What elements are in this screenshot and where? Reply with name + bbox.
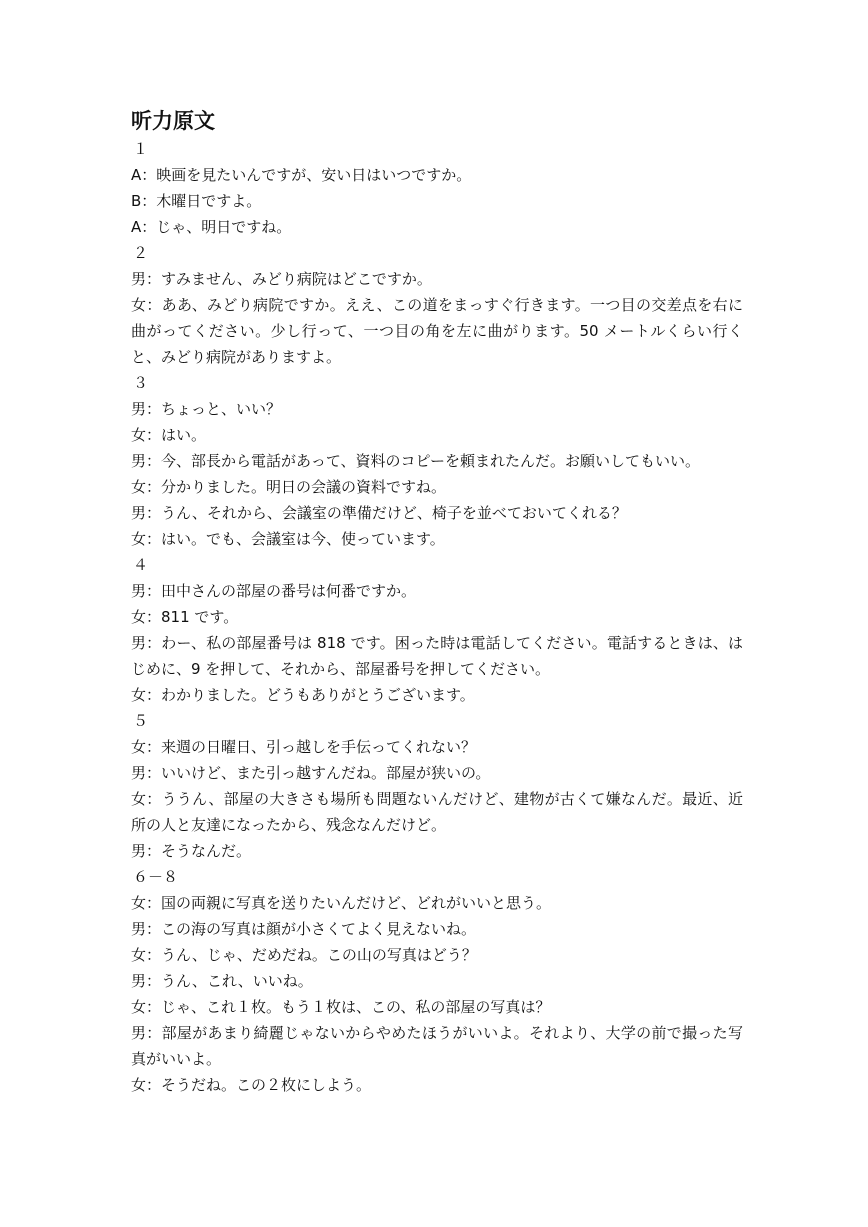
dialogue-line: 女：来週の日曜日、引っ越しを手伝ってくれない？ <box>131 738 477 756</box>
dialogue-line: 男：田中さんの部屋の番号は何番ですか。 <box>131 582 417 600</box>
dialogue-line: 女：分かりました。明日の会議の資料ですね。 <box>131 478 447 496</box>
section-1 <box>131 136 743 240</box>
dialogue-line: 女：国の両親に写真を送りたいんだけど、どれがいいと思う。 <box>131 894 552 912</box>
dialogue-line: 男：うん、それから、会議室の準備だけど、椅子を並べておいてくれる？ <box>131 504 627 522</box>
dialogue-line: 男：わー、私の部屋番号は 818 です。困った時は電話してください。電話するときは、はじめに、9 を押して、それから、部屋番号を押してください。 <box>131 634 743 678</box>
document-title: 听力原文 <box>131 108 215 133</box>
section-2 <box>131 240 743 370</box>
dialogue-line: 男：そうなんだ。 <box>131 842 252 860</box>
dialogue-line: 男：ちょっと、いい？ <box>131 400 282 418</box>
section-number: ３ <box>133 374 149 392</box>
dialogue-line: 女：はい。 <box>131 426 207 444</box>
dialogue-line: 男：うん、これ、いいね。 <box>131 972 313 990</box>
section-number: １ <box>133 140 149 158</box>
document-page <box>131 106 743 1098</box>
section-6-8 <box>131 864 743 1098</box>
dialogue-line: A：じゃ、明日ですね。 <box>131 218 292 236</box>
section-number: ２ <box>133 244 149 262</box>
dialogue-line: 女：うん、じゃ、だめだね。この山の写真はどう？ <box>131 946 477 964</box>
dialogue-line: 男：いいけど、また引っ越すんだね。部屋が狭いの。 <box>131 764 491 782</box>
section-3 <box>131 370 743 552</box>
dialogue-line: 男：部屋があまり綺麗じゃないからやめたほうがいいよ。それより、大学の前で撮った写真がいいよ。 <box>131 1024 743 1068</box>
section-number: ５ <box>133 712 149 730</box>
section-number: ６－８ <box>133 868 179 886</box>
section-number: ４ <box>133 556 149 574</box>
dialogue-line: 女：じゃ、これ１枚。もう１枚は、この、私の部屋の写真は？ <box>131 998 551 1016</box>
dialogue-line: 男：すみません、みどり病院はどこですか。 <box>131 270 432 288</box>
section-5 <box>131 708 743 864</box>
dialogue-line: 男：この海の写真は顔が小さくてよく見えないね。 <box>131 920 477 938</box>
dialogue-line: 女：ううん、部屋の大きさも場所も問題ないんだけど、建物が古くて嫌なんだ。最近、近所の人と友達になったから、残念なんだけど。 <box>131 790 743 834</box>
dialogue-line: 女：811 です。 <box>131 608 239 626</box>
dialogue-line: 男：今、部長から電話があって、資料のコピーを頼まれたんだ。お願いしてもいい。 <box>131 452 700 470</box>
section-4 <box>131 552 743 708</box>
dialogue-line: B：木曜日ですよ。 <box>131 192 262 210</box>
dialogue-line: A：映画を見たいんですが、安い日はいつですか。 <box>131 166 472 184</box>
dialogue-line: 女：わかりました。どうもありがとうございます。 <box>131 686 475 704</box>
dialogue-line: 女：ああ、みどり病院ですか。ええ、この道をまっすぐ行きます。一つ目の交差点を右に曲がってください。少し行って、一つ目の角を左に曲がります。50 メートルくらい行くと、みどり病院がありますよ。 <box>131 296 743 366</box>
dialogue-line: 女：はい。でも、会議室は今、使っています。 <box>131 530 445 548</box>
dialogue-line: 女：そうだね。この２枚にしよう。 <box>131 1076 372 1094</box>
